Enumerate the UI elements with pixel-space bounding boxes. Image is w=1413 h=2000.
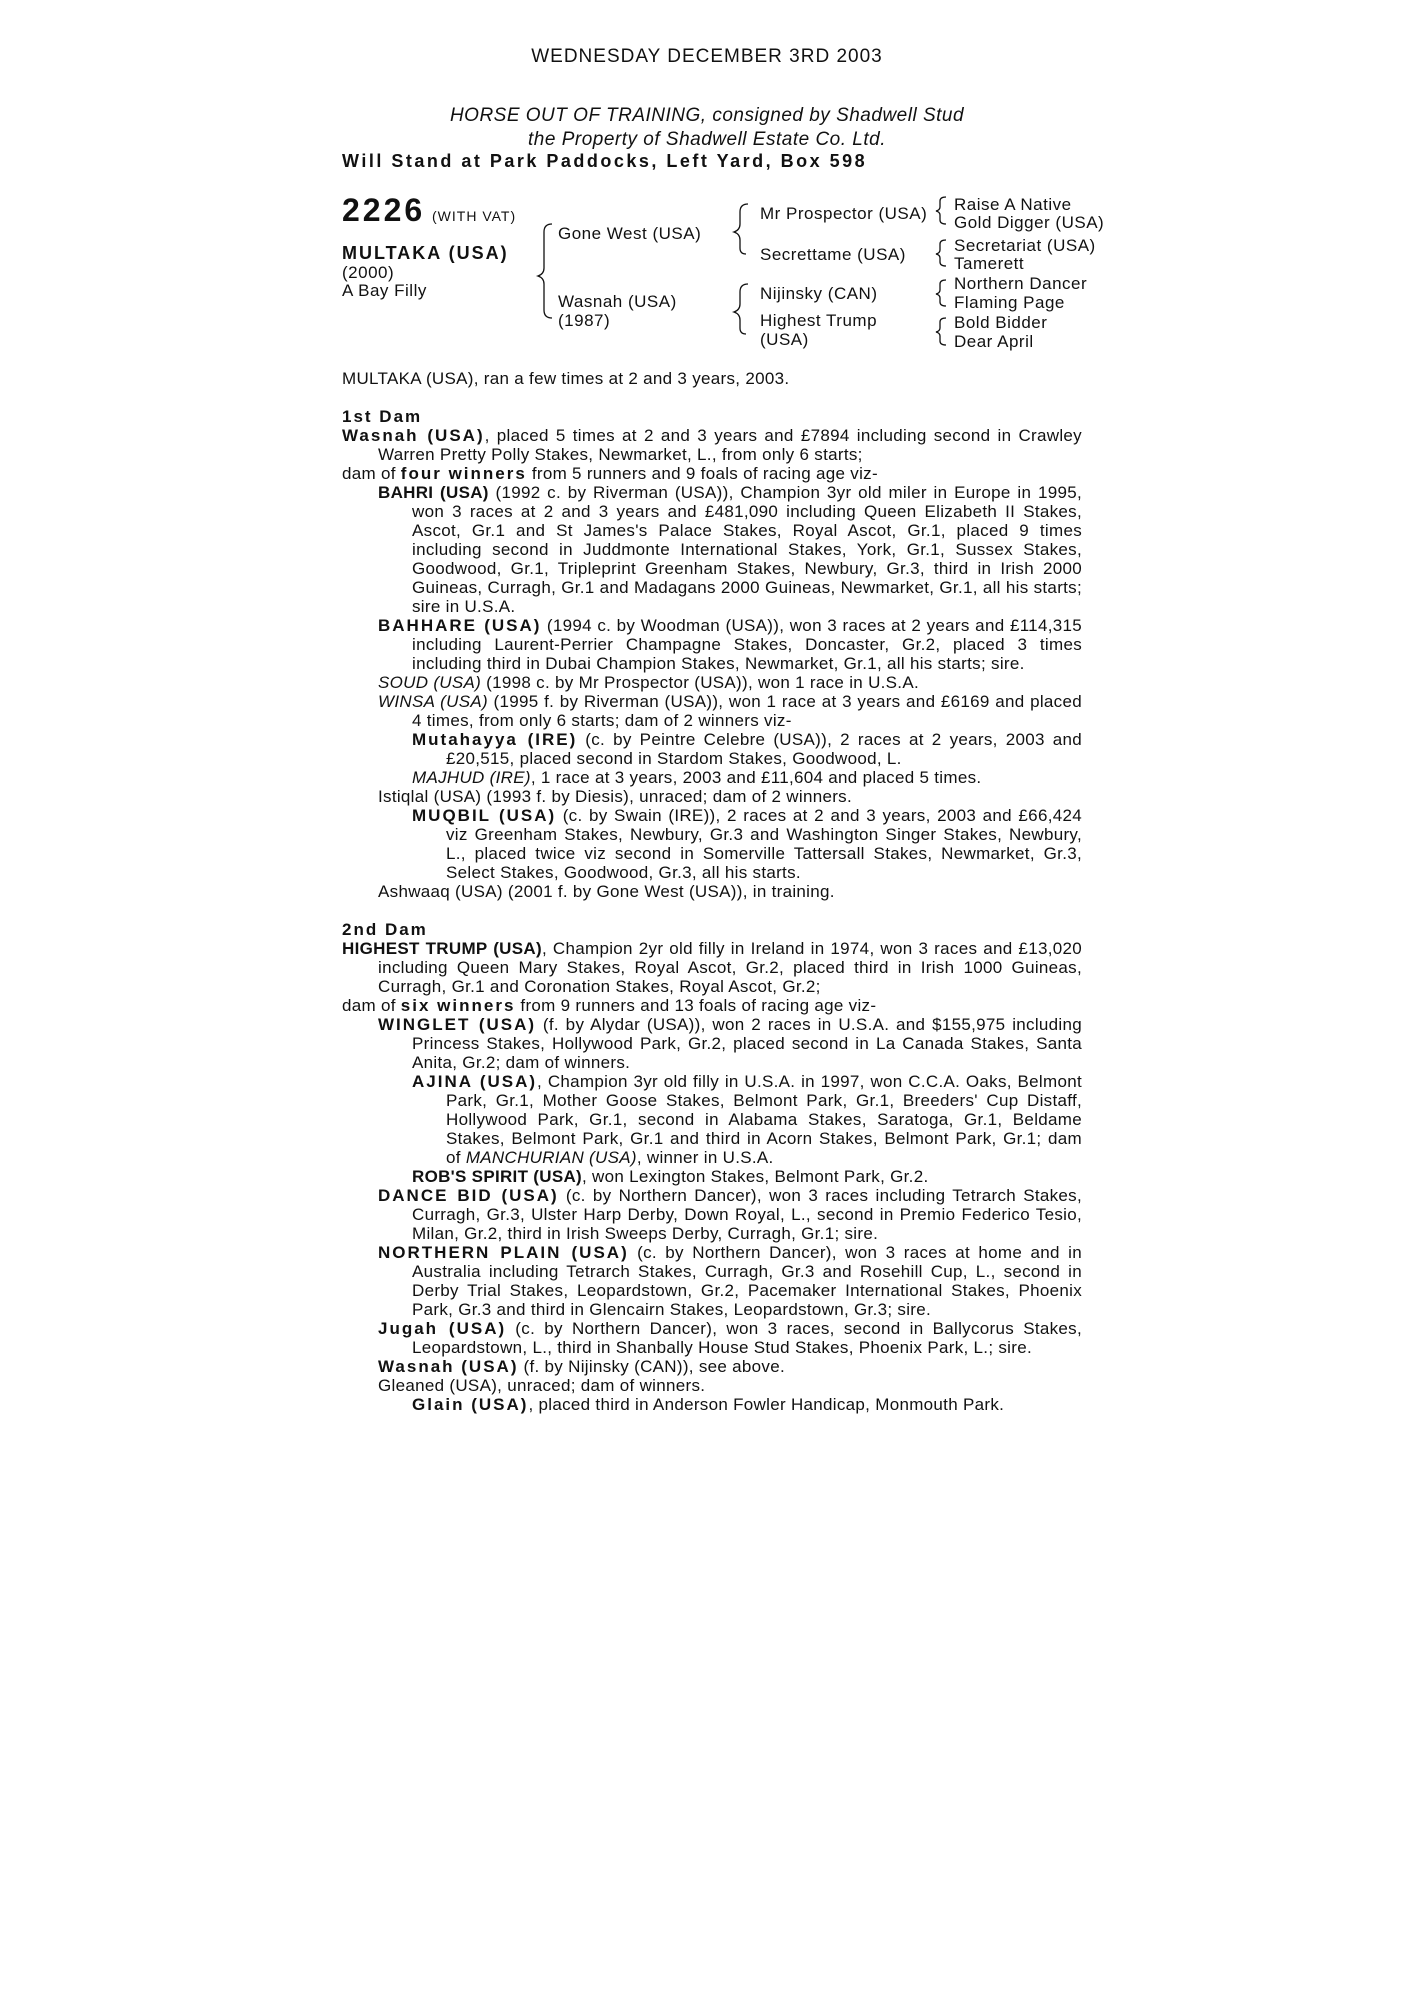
pedigree-sds: Secretariat (USA)	[954, 236, 1096, 255]
horse-name: MULTAKA (USA)	[342, 243, 509, 263]
produce-glain: Glain (USA), placed third in Anderson Fowler Handicap, Monmouth Park.	[412, 1395, 1005, 1414]
consignment-line-1: HORSE OUT OF TRAINING, consigned by Shadwell Stud	[449, 105, 965, 126]
pedigree-dam-year: (1987)	[558, 311, 611, 330]
summary-line: MULTAKA (USA), ran a few times at 2 and 3 years, 2003.	[342, 369, 790, 388]
pedigree-dss: Northern Dancer	[954, 274, 1088, 293]
produce-gleaned: Gleaned (USA), unraced; dam of winners.	[378, 1376, 706, 1395]
produce-winglet: WINGLET (USA) (f. by Alydar (USA)), won 2 races in U.S.A. and $155,975 including Princess Stakes, Hollywood Park, Gr.2, placed second in La Canada Stakes, Santa Anita, Gr.2; dam of winners.	[378, 1015, 1082, 1072]
pedigree-sire: Gone West (USA)	[558, 224, 702, 243]
pedigree-dsd: Flaming Page	[954, 293, 1065, 312]
pedigree-dam: Wasnah (USA)	[558, 292, 677, 311]
pedigree-sire-dam: Secrettame (USA)	[760, 245, 906, 264]
produce-northern-plain: NORTHERN PLAIN (USA) (c. by Northern Dancer), won 3 races at home and in Australia including Tetrarch Stakes, Curragh, Gr.3 and Rosehill Cup, L., second in Derby Trial Stakes, Leopardstown, Gr.2, Pacemaker International Stakes, Phoenix Park, Gr.3 and third in Glencairn Stakes, Leopardstown, Gr.3; sire.	[378, 1243, 1082, 1319]
pedigree-sdd: Tamerett	[954, 254, 1025, 273]
pedigree-ddd: Dear April	[954, 332, 1034, 351]
first-dam-heading: 1st Dam	[342, 407, 423, 426]
produce-dance-bid: DANCE BID (USA) (c. by Northern Dancer), won 3 races including Tetrarch Stakes, Curragh, Gr.3, Ulster Harp Derby, Down Royal, L., second in Premio Federico Tesio, Milan, Gr.2, third in Irish Sweeps Derby, Curragh, Gr.1; sire.	[378, 1186, 1082, 1243]
produce-ashwaaq: Ashwaaq (USA) (2001 f. by Gone West (USA)), in training.	[378, 882, 835, 901]
produce-muqbil: MUQBIL (USA) (c. by Swain (IRE)), 2 races at 2 and 3 years, 2003 and £66,424 viz Greenham Stakes, Newbury, Gr.3 and Washington Singer Stakes, Newbury, L., placed twice viz second in Somerville Tattersall Stakes, Newmarket, Gr.3, Select Stakes, Goodwood, Gr.3, all his starts.	[412, 806, 1082, 882]
produce-bahhare: BAHHARE (USA) (1994 c. by Woodman (USA)), won 3 races at 2 years and £114,315 including Laurent-Perrier Champagne Stakes, Doncaster, Gr.2, placed 3 times including third in Dubai Champion Stakes, Newmarket, Gr.1, all his starts; sire.	[378, 616, 1082, 673]
produce-wasnah: Wasnah (USA) (f. by Nijinsky (CAN)), see above.	[378, 1357, 786, 1376]
first-dam-produce-summary: dam of four winners from 5 runners and 9 foals of racing age viz-	[342, 464, 878, 483]
sale-date: WEDNESDAY DECEMBER 3RD 2003	[531, 46, 883, 67]
catalogue-body	[342, 369, 1082, 1414]
lot-number: 2226	[342, 192, 426, 228]
stand-location: Will Stand at Park Paddocks, Left Yard, Box 598	[342, 151, 868, 171]
vat-note: (WITH VAT)	[432, 208, 517, 224]
pedigree-dds: Bold Bidder	[954, 313, 1048, 332]
pedigree-dam-dam-line2: (USA)	[760, 330, 809, 349]
horse-description: A Bay Filly	[342, 281, 427, 300]
produce-ajina: AJINA (USA), Champion 3yr old filly in U.S.A. in 1997, won C.C.A. Oaks, Belmont Park, Gr.1, Mother Goose Stakes, Belmont Park, Gr.1, Breeders' Cup Distaff, Hollywood Park, Gr.1, second in Alabama Stakes, Saratoga, Gr.1, Beldame Stakes, Belmont Park, Gr.1 and third in Acorn Stakes, Belmont Park, Gr.1; dam of MANCHURIAN (USA), winner in U.S.A.	[412, 1072, 1082, 1167]
first-dam-entry: Wasnah (USA), placed 5 times at 2 and 3 years and £7894 including second in Crawley Warren Pretty Polly Stakes, Newmarket, L., from only 6 starts;	[342, 426, 1082, 464]
horse-year: (2000)	[342, 263, 395, 282]
consignment-line-2: the Property of Shadwell Estate Co. Ltd.	[528, 129, 886, 150]
second-dam-heading: 2nd Dam	[342, 920, 428, 939]
pedigree-dam-sire: Nijinsky (CAN)	[760, 284, 878, 303]
pedigree-ssd: Gold Digger (USA)	[954, 213, 1105, 232]
second-dam-produce-summary: dam of six winners from 9 runners and 13 foals of racing age viz-	[342, 996, 877, 1015]
produce-winsa: WINSA (USA) (1995 f. by Riverman (USA)), won 1 race at 3 years and £6169 and placed 4 times, from only 6 starts; dam of 2 winners viz-	[378, 692, 1082, 730]
pedigree-dam-dam-line1: Highest Trump	[760, 311, 878, 330]
pedigree-sss: Raise A Native	[954, 195, 1072, 214]
produce-jugah: Jugah (USA) (c. by Northern Dancer), won 3 races, second in Ballycorus Stakes, Leopardstown, L., third in Shanbally House Stud Stakes, Phoenix Park, L.; sire.	[378, 1319, 1082, 1357]
pedigree-braces	[0, 0, 1413, 360]
produce-bahri: BAHRI (USA) (1992 c. by Riverman (USA)), Champion 3yr old miler in Europe in 1995, won 3 races at 2 and 3 years and £481,090 including Queen Elizabeth II Stakes, Ascot, Gr.1 and St James's Palace Stakes, Royal Ascot, Gr.1, placed 9 times including second in Juddmonte International Stakes, York, Gr.1, Sussex Stakes, Goodwood, Gr.1, Tripleprint Greenham Stakes, Newbury, Gr.3, third in Irish 2000 Guineas, Curragh, Gr.1 and Madagans 2000 Guineas, Newmarket, Gr.1, all his starts; sire in U.S.A.	[378, 483, 1082, 616]
produce-majhud: MAJHUD (IRE), 1 race at 3 years, 2003 and £11,604 and placed 5 times.	[412, 768, 982, 787]
produce-robs-spirit: ROB'S SPIRIT (USA), won Lexington Stakes, Belmont Park, Gr.2.	[412, 1167, 929, 1186]
second-dam-entry: HIGHEST TRUMP (USA), Champion 2yr old filly in Ireland in 1974, won 3 races and £13,020 including Queen Mary Stakes, Royal Ascot, Gr.2, placed third in Irish 1000 Guineas, Curragh, Gr.1 and Coronation Stakes, Royal Ascot, Gr.2;	[342, 939, 1082, 996]
pedigree-sire-sire: Mr Prospector (USA)	[760, 204, 928, 223]
produce-soud: SOUD (USA) (1998 c. by Mr Prospector (USA)), won 1 race in U.S.A.	[378, 673, 919, 692]
produce-mutahayya: Mutahayya (IRE) (c. by Peintre Celebre (USA)), 2 races at 2 years, 2003 and £20,515, placed second in Stardom Stakes, Goodwood, L.	[412, 730, 1083, 768]
produce-istiqlal: Istiqlal (USA) (1993 f. by Diesis), unraced; dam of 2 winners.	[378, 787, 853, 806]
